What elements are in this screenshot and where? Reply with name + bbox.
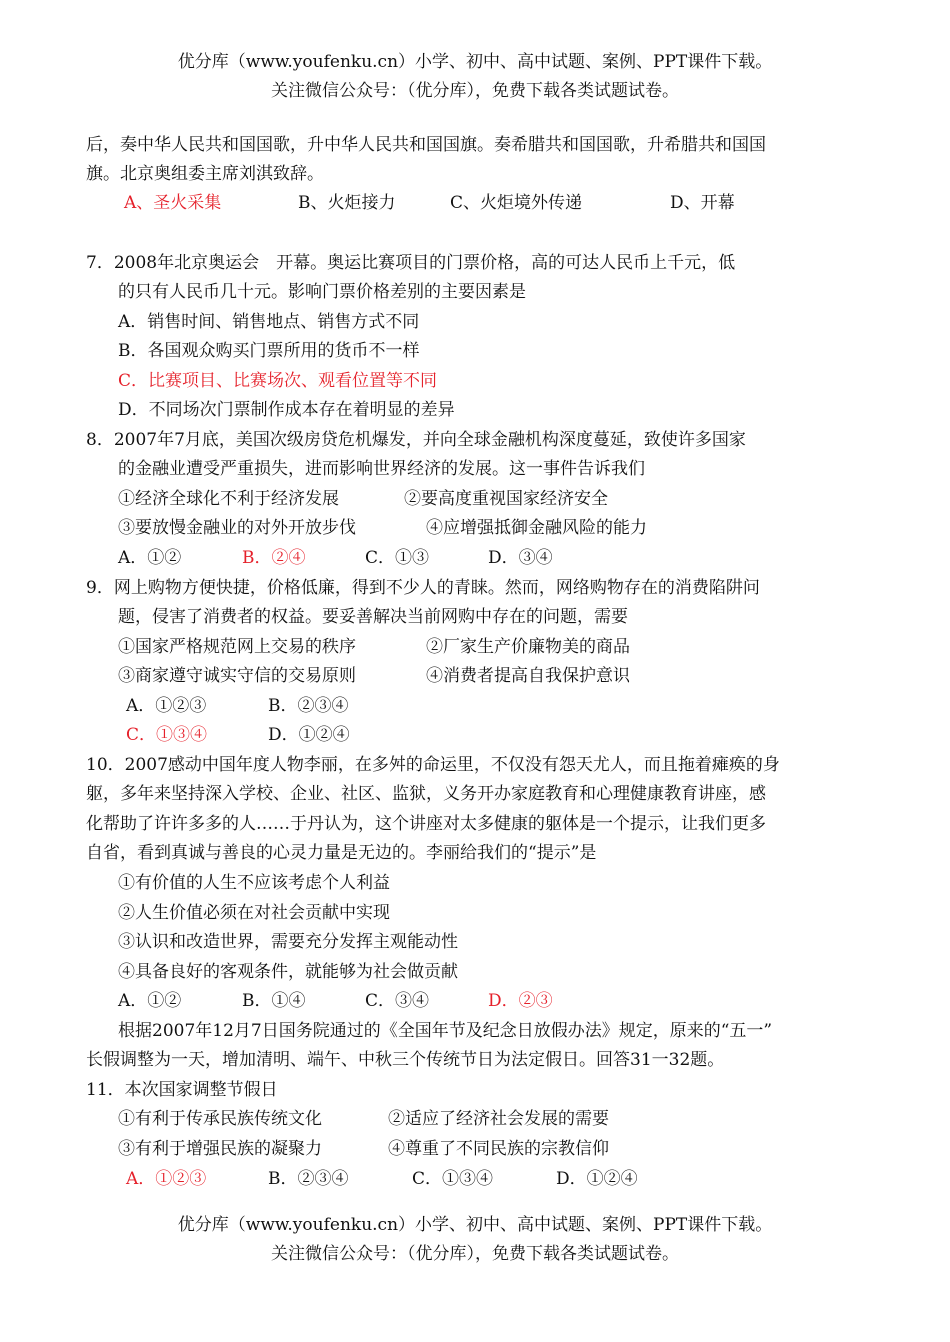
q11-statement-1: ①有利于传承民族传统文化 [118, 1109, 322, 1129]
q7-stem-line-1: 7．2008年北京奥运会 开幕。奥运比赛项目的门票价格，高的可达人民币上千元，低 [86, 253, 736, 273]
prev-option-d: D、开幕 [670, 193, 735, 213]
q8-statement-1: ①经济全球化不利于经济发展 [118, 489, 339, 509]
q7-option-d: D．不同场次门票制作成本存在着明显的差异 [118, 400, 455, 420]
q10-option-d: D．②③ [488, 991, 553, 1011]
q9-option-d: D．①②④ [268, 725, 350, 745]
q10-stem-line-3: 化帮助了许许多多的人……于丹认为，这个讲座对太多健康的躯体是一个提示，让我们更多 [86, 814, 766, 834]
q10-option-c: C．③④ [365, 991, 430, 1011]
q10-stem-line-1: 10．2007感动中国年度人物李丽，在多舛的命运里，不仅没有怨天尤人，而且拖着瘫痪的身 [86, 755, 780, 775]
prev-option-b: B、火炬接力 [298, 193, 396, 213]
prev-option-c: C、火炬境外传递 [450, 193, 583, 213]
q8-statement-3: ③要放慢金融业的对外开放步伐 [118, 518, 356, 538]
intro-passage-line-1: 根据2007年12月7日国务院通过的《全国年节及纪念日放假办法》规定，原来的“五一” [118, 1021, 773, 1041]
q11-statement-2: ②适应了经济社会发展的需要 [388, 1109, 609, 1129]
q9-statement-4: ④消费者提高自我保护意识 [426, 666, 630, 686]
q9-statement-3: ③商家遵守诚实守信的交易原则 [118, 666, 356, 686]
footer-line-1: 优分库（www.youfenku.cn）小学、初中、高中试题、案例、PPT课件下载。 [177, 1215, 773, 1235]
q11-option-b: B．②③④ [268, 1169, 349, 1189]
q7-option-b: B．各国观众购买门票所用的货币不一样 [118, 341, 420, 361]
q9-statement-2: ②厂家生产价廉物美的商品 [426, 637, 630, 657]
q9-option-a: A．①②③ [126, 696, 207, 716]
q9-stem-line-1: 9．网上购物方便快捷，价格低廉，得到不少人的青睐。然而，网络购物存在的消费陷阱问 [86, 578, 760, 598]
q11-option-a: A．①②③ [126, 1169, 207, 1189]
prev-question-text-line-1: 后，奏中华人民共和国国歌，升中华人民共和国国旗。奏希腊共和国国歌，升希腊共和国国 [86, 135, 766, 155]
q8-option-d: D．③④ [488, 548, 553, 568]
q10-statement-4: ④具备良好的客观条件，就能够为社会做贡献 [118, 962, 458, 982]
q9-option-b: B．②③④ [268, 696, 349, 716]
q10-stem-line-2: 躯，多年来坚持深入学校、企业、社区、监狱，义务开办家庭教育和心理健康教育讲座，感 [86, 784, 766, 804]
prev-question-text-line-2: 旗。北京奥组委主席刘淇致辞。 [86, 164, 324, 184]
q9-stem-line-2: 题，侵害了消费者的权益。要妥善解决当前网购中存在的问题，需要 [118, 607, 628, 627]
prev-option-a: A、圣火采集 [124, 193, 222, 213]
q7-stem-line-2: 的只有人民币几十元。影响门票价格差别的主要因素是 [118, 282, 526, 302]
q11-statement-3: ③有利于增强民族的凝聚力 [118, 1139, 322, 1159]
q8-option-b: B．②④ [242, 548, 306, 568]
q10-statement-2: ②人生价值必须在对社会贡献中实现 [118, 903, 390, 923]
intro-passage-line-2: 长假调整为一天，增加清明、端午、中秋三个传统节日为法定假日。回答31一32题。 [86, 1050, 725, 1070]
q7-option-a: A．销售时间、销售地点、销售方式不同 [118, 312, 420, 332]
footer-line-2: 关注微信公众号：（优分库），免费下载各类试题试卷。 [271, 1244, 679, 1264]
header-line-1: 优分库（www.youfenku.cn）小学、初中、高中试题、案例、PPT课件下载。 [177, 52, 773, 72]
q8-statement-2: ②要高度重视国家经济安全 [404, 489, 608, 509]
q8-stem-line-1: 8．2007年7月底，美国次级房贷危机爆发，并向全球金融机构深度蔓延，致使许多国家 [86, 430, 746, 450]
q11-option-d: D．①②④ [556, 1169, 638, 1189]
q11-statement-4: ④尊重了不同民族的宗教信仰 [388, 1139, 609, 1159]
q10-stem-line-4: 自省，看到真诚与善良的心灵力量是无边的。李丽给我们的“提示”是 [86, 843, 597, 863]
q10-statement-1: ①有价值的人生不应该考虑个人利益 [118, 873, 390, 893]
q9-option-c: C．①③④ [126, 725, 208, 745]
q11-option-c: C．①③④ [412, 1169, 494, 1189]
q11-stem: 11．本次国家调整节假日 [86, 1080, 278, 1100]
q7-option-c: C．比赛项目、比赛场次、观看位置等不同 [118, 371, 438, 391]
q8-stem-line-2: 的金融业遭受严重损失，进而影响世界经济的发展。这一事件告诉我们 [118, 459, 645, 479]
q10-option-a: A．①② [118, 991, 182, 1011]
header-line-2: 关注微信公众号：（优分库），免费下载各类试题试卷。 [271, 81, 679, 101]
q10-statement-3: ③认识和改造世界，需要充分发挥主观能动性 [118, 932, 458, 952]
q8-option-a: A．①② [118, 548, 182, 568]
q8-statement-4: ④应增强抵御金融风险的能力 [426, 518, 647, 538]
q9-statement-1: ①国家严格规范网上交易的秩序 [118, 637, 356, 657]
q8-option-c: C．①③ [365, 548, 430, 568]
q10-option-b: B．①④ [242, 991, 306, 1011]
